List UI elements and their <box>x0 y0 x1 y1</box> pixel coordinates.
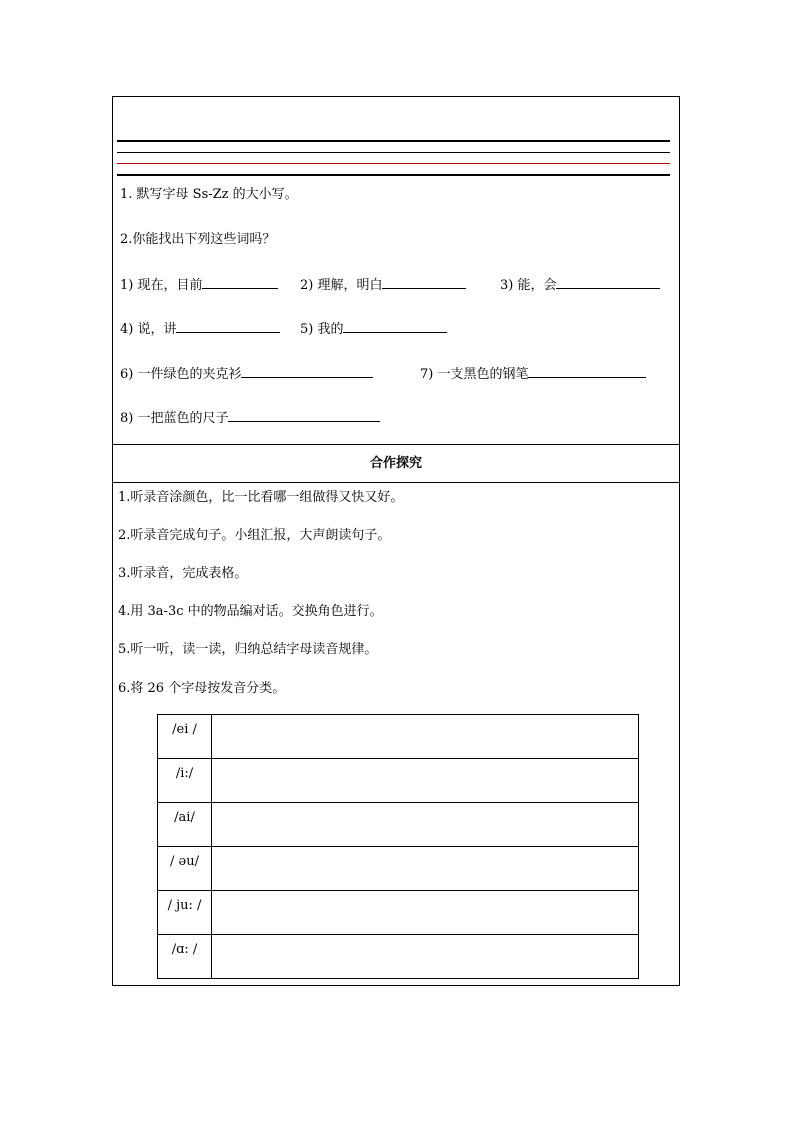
answer-cell[interactable] <box>212 803 639 847</box>
phonetic-symbol: /i:/ <box>158 759 212 803</box>
word-item-label: 4) 说，讲 <box>120 322 177 337</box>
section-title: 合作探究 <box>369 456 422 471</box>
table-row <box>158 759 639 803</box>
answer-blank[interactable] <box>528 365 646 378</box>
answer-blank[interactable] <box>382 276 466 289</box>
phonetic-symbol: / ju: / <box>158 891 212 935</box>
task-5: 5.听一听，读一读，归纳总结字母读音规律。 <box>118 642 378 657</box>
answer-cell[interactable] <box>212 759 639 803</box>
word-item-4 <box>120 320 280 338</box>
phonetic-symbol: / əu/ <box>158 847 212 891</box>
phonetic-symbol: /ei / <box>158 715 212 759</box>
answer-cell[interactable] <box>212 891 639 935</box>
answer-blank[interactable] <box>228 409 380 422</box>
phonetic-symbol: /ɑ: / <box>158 935 212 979</box>
word-item-2 <box>300 276 466 294</box>
phonetic-symbol: /ai/ <box>158 803 212 847</box>
question-1: 1. 默写字母 Ss-Zz 的大小写。 <box>120 187 298 202</box>
ruled-line-1 <box>117 140 670 142</box>
task-6: 6.将 26 个字母按发音分类。 <box>118 681 286 696</box>
phonetic-table <box>157 714 639 979</box>
task-2: 2.听录音完成句子。小组汇报，大声朗读句子。 <box>118 528 391 543</box>
task-1: 1.听录音涂颜色，比一比看哪一组做得又快又好。 <box>118 490 404 505</box>
answer-cell[interactable] <box>212 715 639 759</box>
answer-blank[interactable] <box>202 276 278 289</box>
word-item-7 <box>420 365 646 383</box>
word-item-label: 7) 一支黑色的钢笔 <box>420 367 529 382</box>
ruled-line-2 <box>117 152 670 153</box>
answer-cell[interactable] <box>212 935 639 979</box>
table-row <box>158 891 639 935</box>
answer-blank[interactable] <box>556 276 660 289</box>
word-item-label: 3) 能，会 <box>500 278 557 293</box>
answer-cell[interactable] <box>212 847 639 891</box>
word-item-label: 5) 我的 <box>300 322 344 337</box>
answer-blank[interactable] <box>343 320 447 333</box>
word-item-label: 6) 一件绿色的夹克衫 <box>120 367 242 382</box>
word-item-1 <box>120 276 278 294</box>
task-3: 3.听录音，完成表格。 <box>118 566 248 581</box>
section-divider-bottom <box>112 482 680 483</box>
word-item-label: 2) 理解，明白 <box>300 278 383 293</box>
answer-blank[interactable] <box>176 320 280 333</box>
word-item-label: 8) 一把蓝色的尺子 <box>120 411 229 426</box>
section-divider-top <box>112 444 680 445</box>
answer-blank[interactable] <box>241 365 373 378</box>
word-item-5 <box>300 320 447 338</box>
word-item-6 <box>120 365 373 383</box>
word-item-label: 1) 现在，目前 <box>120 278 203 293</box>
task-4: 4.用 3a-3c 中的物品编对话。交换角色进行。 <box>118 604 383 619</box>
table-row <box>158 847 639 891</box>
question-2: 2.你能找出下列这些词吗？ <box>120 232 276 247</box>
ruled-line-3 <box>117 163 670 164</box>
table-row <box>158 715 639 759</box>
table-row <box>158 803 639 847</box>
table-row <box>158 935 639 979</box>
ruled-line-4 <box>117 174 670 176</box>
word-item-8 <box>120 409 380 427</box>
word-item-3 <box>500 276 660 294</box>
